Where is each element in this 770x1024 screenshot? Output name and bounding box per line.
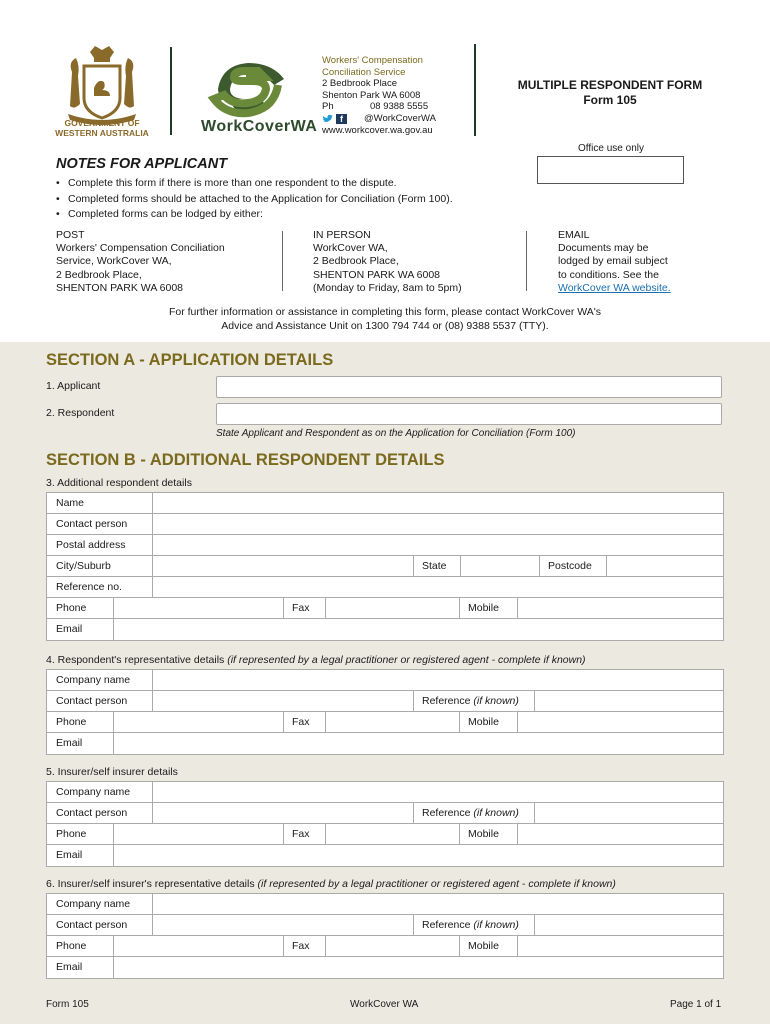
table-row: [47, 514, 723, 535]
phone-input[interactable]: [114, 824, 283, 844]
reference-label: Reference (if known): [422, 807, 519, 819]
email-label: Email: [56, 737, 83, 749]
table-row: [47, 712, 723, 733]
notes-list: [56, 176, 453, 223]
notes-bullet: • Complete this form if there is more than one respondent to the dispute.: [56, 176, 453, 192]
email-input[interactable]: [114, 957, 723, 978]
table-row: [47, 957, 723, 978]
insurer-table: [46, 781, 724, 867]
company-name-label: Company name: [56, 786, 131, 798]
insurer-representative-table: [46, 893, 724, 979]
phone-label: Phone: [56, 828, 87, 840]
name-input[interactable]: [153, 493, 723, 513]
email-input[interactable]: [114, 845, 723, 866]
mobile-label: Mobile: [468, 716, 499, 728]
company-name-label: Company name: [56, 898, 131, 910]
postal-address-label: Postal address: [56, 539, 126, 551]
phone-label: Phone: [56, 716, 87, 728]
table-row: [47, 733, 723, 754]
company-name-label: Company name: [56, 674, 131, 686]
email-label: Email: [56, 623, 83, 635]
option-divider: [526, 231, 527, 291]
contact-person-label: Contact person: [56, 695, 128, 707]
applicant-label: 1. Applicant: [46, 380, 101, 392]
postal-address-input[interactable]: [153, 535, 723, 555]
mobile-input[interactable]: [518, 598, 723, 618]
mobile-label: Mobile: [468, 602, 499, 614]
q6-label: 6. Insurer/self insurer's representative details (if represented by a legal practitioner or registered agent - complete if known): [46, 878, 616, 890]
notes-bullet: • Completed forms can be lodged by either:: [56, 207, 453, 223]
table-row: [47, 894, 723, 915]
reference-input[interactable]: [535, 691, 723, 711]
office-use-label: Office use only: [578, 143, 644, 154]
phone-row: [322, 101, 436, 113]
applicant-input[interactable]: [216, 376, 722, 398]
address-line1: 2 Bedbrook Place: [322, 78, 397, 90]
phone-label: Ph: [322, 101, 334, 113]
postcode-label: Postcode: [548, 560, 592, 572]
footer-form-number: Form 105: [46, 999, 89, 1010]
service-name-line1: Workers' Compensation: [322, 55, 423, 66]
email-input[interactable]: [114, 733, 723, 754]
form-title: MULTIPLE RESPONDENT FORM Form 105: [517, 78, 703, 107]
name-label: Name: [56, 497, 85, 509]
reference-input[interactable]: [535, 803, 723, 823]
fax-input[interactable]: [326, 936, 459, 956]
phone-label: Phone: [56, 602, 87, 614]
fax-label: Fax: [292, 828, 310, 840]
government-text: GOVERNMENT OF WESTERN AUSTRALIA: [55, 118, 149, 138]
company-name-input[interactable]: [153, 782, 723, 802]
phone-number: 08 9388 5555: [370, 101, 429, 113]
phone-input[interactable]: [114, 712, 283, 732]
table-row: [47, 598, 723, 619]
table-row: [47, 845, 723, 866]
email-label: Email: [56, 849, 83, 861]
reference-no-input[interactable]: [153, 577, 723, 597]
in-person-option: IN PERSON WorkCover WA, 2 Bedbrook Place, SHENTON PARK WA 6008 (Monday to Friday, 8am to 5pm): [313, 229, 462, 294]
phone-input[interactable]: [114, 936, 283, 956]
social-handle: @WorkCoverWA: [364, 112, 436, 124]
phone-label: Phone: [56, 940, 87, 952]
notes-bullet: • Completed forms should be attached to the Application for Conciliation (Form 100).: [56, 192, 453, 208]
contact-person-label: Contact person: [56, 518, 128, 530]
table-row: [47, 556, 723, 577]
lodgement-options: [56, 229, 736, 297]
section-a-hint: State Applicant and Respondent as on the Application for Conciliation (Form 100): [216, 428, 576, 439]
state-input[interactable]: [461, 556, 539, 576]
city-suburb-label: City/Suburb: [56, 560, 111, 572]
city-suburb-input[interactable]: [153, 556, 413, 576]
table-row: [47, 824, 723, 845]
q4-label: 4. Respondent's representative details (if represented by a legal practitioner or registered agent - complete if known): [46, 654, 586, 666]
section-a-title: SECTION A - APPLICATION DETAILS: [46, 351, 334, 369]
fax-label: Fax: [292, 602, 310, 614]
mobile-input[interactable]: [518, 936, 723, 956]
service-name-line2: Conciliation Service: [322, 66, 406, 78]
table-row: [47, 915, 723, 936]
table-row: [47, 691, 723, 712]
company-name-input[interactable]: [153, 894, 723, 914]
fax-input[interactable]: [326, 712, 459, 732]
respondent-label: 2. Respondent: [46, 407, 115, 419]
option-divider: [282, 231, 283, 291]
phone-input[interactable]: [114, 598, 283, 618]
reference-label: Reference (if known): [422, 695, 519, 707]
contact-block: [322, 55, 436, 136]
mobile-label: Mobile: [468, 940, 499, 952]
table-row: [47, 803, 723, 824]
q5-label: 5. Insurer/self insurer details: [46, 766, 178, 778]
contact-person-input[interactable]: [153, 514, 723, 534]
reference-label: Reference (if known): [422, 919, 519, 931]
table-row: [47, 619, 723, 640]
contact-person-label: Contact person: [56, 919, 128, 931]
contact-person-input[interactable]: [153, 691, 413, 711]
table-row: [47, 782, 723, 803]
email-input[interactable]: [114, 619, 723, 640]
fax-input[interactable]: [326, 824, 459, 844]
mobile-input[interactable]: [518, 824, 723, 844]
table-row: [47, 493, 723, 514]
office-use-field[interactable]: [537, 156, 684, 184]
contact-person-label: Contact person: [56, 807, 128, 819]
table-row: [47, 936, 723, 957]
footer-org: WorkCover WA: [350, 999, 419, 1010]
further-info: For further information or assistance in completing this form, please contact WorkCover WA's Advice and Assistance Unit on 1300 794 744 or (08) 9388 5537 (TTY).: [168, 306, 602, 332]
table-row: [47, 577, 723, 598]
contact-person-input[interactable]: [153, 803, 413, 823]
footer-page: Page 1 of 1: [670, 999, 722, 1010]
q3-label: 3. Additional respondent details: [46, 477, 192, 489]
mobile-input[interactable]: [518, 712, 723, 732]
table-row: [47, 670, 723, 691]
fax-input[interactable]: [326, 598, 459, 618]
reference-input[interactable]: [535, 915, 723, 935]
notes-title: NOTES FOR APPLICANT: [56, 156, 228, 172]
header-divider-1: [170, 47, 172, 135]
post-option: POST Workers' Compensation Conciliation Service, WorkCover WA, 2 Bedbrook Place, SHENTON PARK WA 6008: [56, 229, 225, 294]
fax-label: Fax: [292, 940, 310, 952]
contact-person-input[interactable]: [153, 915, 413, 935]
address-line2: Shenton Park WA 6008: [322, 89, 421, 101]
company-name-input[interactable]: [153, 670, 723, 690]
fax-label: Fax: [292, 716, 310, 728]
state-label: State: [422, 560, 447, 572]
header-divider-2: [474, 44, 476, 136]
postcode-input[interactable]: [607, 556, 723, 576]
additional-respondent-table: [46, 492, 724, 641]
workcover-wordmark: WorkCoverWA: [201, 118, 318, 135]
section-b-title: SECTION B - ADDITIONAL RESPONDENT DETAILS: [46, 451, 445, 469]
respondent-input[interactable]: [216, 403, 722, 425]
reference-no-label: Reference no.: [56, 581, 122, 593]
representative-table: [46, 669, 724, 755]
email-label: Email: [56, 961, 83, 973]
social-row: [322, 113, 436, 125]
table-row: [47, 535, 723, 556]
email-option: EMAIL Documents may be lodged by email subject to conditions. See the WorkCover WA website.: [558, 229, 671, 294]
facebook-icon[interactable]: f: [336, 114, 347, 124]
workcover-website-link[interactable]: WorkCover WA website.: [558, 281, 671, 294]
website-text[interactable]: www.workcover.wa.gov.au: [322, 124, 433, 136]
twitter-icon[interactable]: [322, 114, 333, 124]
header: [0, 0, 770, 340]
mobile-label: Mobile: [468, 828, 499, 840]
